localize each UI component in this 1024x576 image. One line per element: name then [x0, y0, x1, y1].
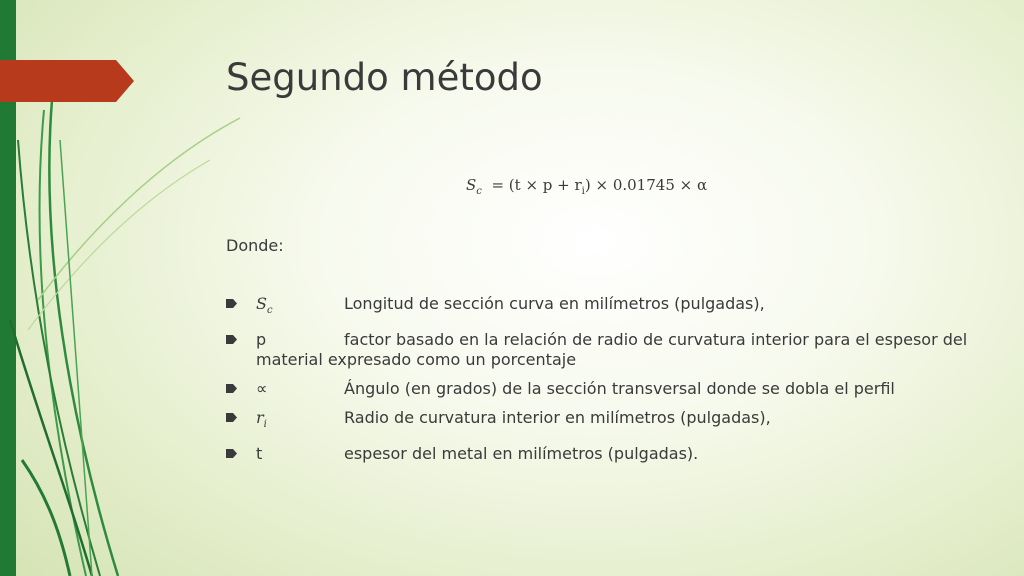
where-label: Donde: — [226, 236, 284, 255]
definition-text: espesor del metal en milímetros (pulgadas). — [344, 444, 699, 464]
definition-symbol: ∝ — [256, 379, 268, 399]
definition-symbol: $S_c$ — [256, 294, 273, 317]
definition-text: factor basado en la relación de radio de curvatura interior para el espesor del material expresado como un porcentaje — [256, 330, 968, 370]
list-item — [226, 444, 986, 464]
list-item — [226, 294, 986, 321]
definition-text: Ángulo (en grados) de la sección transversal donde se dobla el perfil — [344, 379, 895, 399]
definition-text: Radio de curvatura interior en milímetros (pulgadas), — [344, 408, 771, 428]
definition-symbol: p — [256, 330, 267, 350]
definition-symbol: $r_i$ — [256, 408, 267, 431]
list-item — [226, 408, 986, 435]
arrow-bullet-icon — [226, 384, 237, 393]
slide-title: Segundo método — [226, 56, 543, 99]
arrow-bullet-icon — [226, 299, 237, 308]
formula-rhs-subscript: i — [581, 186, 585, 197]
formula-rhs-open: (t × p + r — [508, 176, 582, 194]
formula — [466, 176, 707, 197]
definition-text: Longitud de sección curva en milímetros (pulgadas), — [344, 294, 765, 313]
definitions-list — [226, 294, 986, 473]
list-item — [226, 379, 986, 399]
arrow-bullet-icon — [226, 449, 237, 458]
title-flag-arrow — [0, 60, 134, 102]
formula-lhs-symbol: S — [466, 176, 477, 194]
formula-equals: = — [491, 176, 505, 194]
arrow-bullet-icon — [226, 335, 237, 344]
definition-symbol: t — [256, 444, 263, 464]
formula-rhs-close: ) × 0.01745 × α — [584, 176, 708, 194]
formula-lhs-subscript: c — [476, 186, 482, 197]
list-item — [226, 330, 986, 370]
arrow-bullet-icon — [226, 413, 237, 422]
